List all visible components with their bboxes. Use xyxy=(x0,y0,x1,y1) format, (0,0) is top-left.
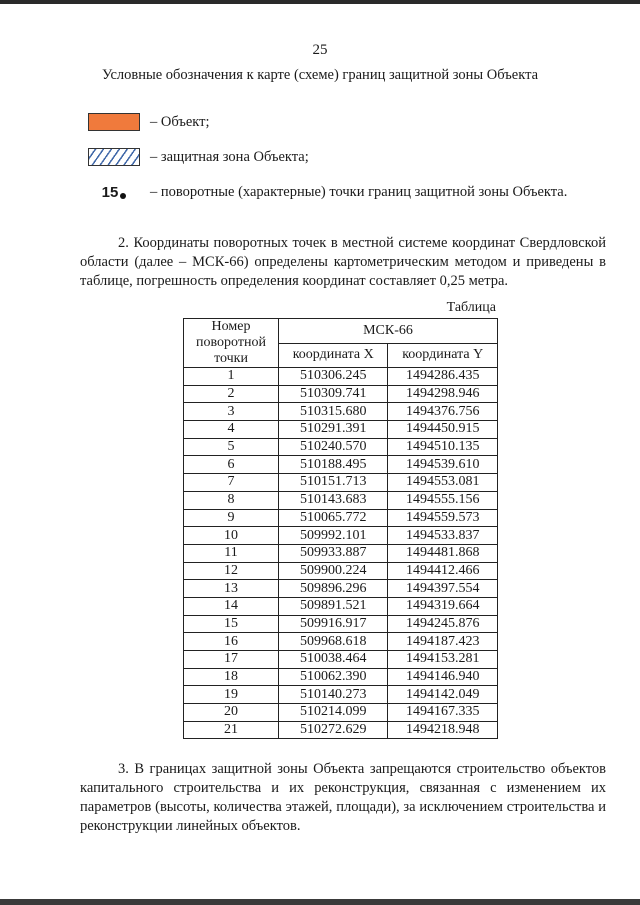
cell-y: 1494218.948 xyxy=(388,721,498,739)
cell-x: 510140.273 xyxy=(279,686,388,704)
cell-x: 509916.917 xyxy=(279,615,388,633)
cell-y: 1494533.837 xyxy=(388,527,498,545)
table-row xyxy=(184,686,498,704)
point-dot-icon xyxy=(120,193,126,199)
header-x: координата X xyxy=(279,343,388,368)
turning-point-icon xyxy=(88,184,140,201)
legend-item-turning-points xyxy=(88,181,567,203)
cell-x: 510291.391 xyxy=(279,421,388,439)
point-sample-label: 15 xyxy=(101,183,119,201)
cell-point-number: 10 xyxy=(184,527,279,545)
table-row xyxy=(184,456,498,474)
cell-y: 1494286.435 xyxy=(388,368,498,386)
cell-y: 1494559.573 xyxy=(388,509,498,527)
cell-y: 1494298.946 xyxy=(388,385,498,403)
cell-y: 1494245.876 xyxy=(388,615,498,633)
cell-point-number: 4 xyxy=(184,421,279,439)
cell-y: 1494167.335 xyxy=(388,704,498,722)
cell-x: 510038.464 xyxy=(279,651,388,669)
cell-y: 1494553.081 xyxy=(388,474,498,492)
cell-point-number: 17 xyxy=(184,651,279,669)
table-row xyxy=(184,403,498,421)
cell-x: 510188.495 xyxy=(279,456,388,474)
table-row xyxy=(184,474,498,492)
header-coordinate-system: МСК-66 xyxy=(279,319,498,344)
legend-title: Условные обозначения к карте (схеме) границ защитной зоны Объекта xyxy=(101,67,539,83)
cell-y: 1494412.466 xyxy=(388,562,498,580)
cell-point-number: 15 xyxy=(184,615,279,633)
cell-x: 509891.521 xyxy=(279,597,388,615)
cell-point-number: 9 xyxy=(184,509,279,527)
cell-y: 1494539.610 xyxy=(388,456,498,474)
coordinates-table xyxy=(183,318,498,739)
object-swatch-icon xyxy=(88,113,140,131)
cell-y: 1494319.664 xyxy=(388,597,498,615)
legend-item-label: – поворотные (характерные) точки границ защитной зоны Объекта. xyxy=(150,183,568,200)
table-label: Таблица xyxy=(446,300,496,315)
paragraph-restrictions xyxy=(80,760,606,836)
table-row xyxy=(184,580,498,598)
table-row xyxy=(184,597,498,615)
table-body xyxy=(184,368,498,739)
cell-point-number: 14 xyxy=(184,597,279,615)
cell-point-number: 16 xyxy=(184,633,279,651)
table-row xyxy=(184,721,498,739)
table-row xyxy=(184,668,498,686)
page-number: 25 xyxy=(312,42,328,58)
cell-x: 510272.629 xyxy=(279,721,388,739)
cell-point-number: 8 xyxy=(184,491,279,509)
paragraph-coordinates xyxy=(80,234,606,291)
table-row xyxy=(184,368,498,386)
header-point-number: Номер поворотной точки xyxy=(184,319,279,368)
cell-x: 510214.099 xyxy=(279,704,388,722)
cell-x: 509968.618 xyxy=(279,633,388,651)
cell-x: 510062.390 xyxy=(279,668,388,686)
cell-x: 509933.887 xyxy=(279,544,388,562)
cell-point-number: 20 xyxy=(184,704,279,722)
table-row xyxy=(184,509,498,527)
legend-item-object xyxy=(88,111,210,133)
cell-y: 1494142.049 xyxy=(388,686,498,704)
cell-x: 510065.772 xyxy=(279,509,388,527)
cell-x: 510306.245 xyxy=(279,368,388,386)
scan-bottom-edge xyxy=(0,899,640,905)
cell-x: 510240.570 xyxy=(279,438,388,456)
table-row xyxy=(184,385,498,403)
cell-x: 510309.741 xyxy=(279,385,388,403)
cell-x: 509896.296 xyxy=(279,580,388,598)
cell-y: 1494153.281 xyxy=(388,651,498,669)
table-row xyxy=(184,527,498,545)
hatched-zone-swatch-icon xyxy=(88,148,140,166)
cell-point-number: 12 xyxy=(184,562,279,580)
cell-point-number: 7 xyxy=(184,474,279,492)
legend-item-label: – Объект; xyxy=(150,113,210,130)
cell-x: 510151.713 xyxy=(279,474,388,492)
table-row xyxy=(184,544,498,562)
paragraph-text: 3. В границах защитной зоны Объекта запрещаются строительство объектов капитального строительства и их реконструкция, связанная с изменением их параметров (высоты, количества этажей, площади), за исключением строительства и реконструкции линейных объектов. xyxy=(80,761,606,834)
table-row xyxy=(184,421,498,439)
table-row xyxy=(184,562,498,580)
table-row xyxy=(184,651,498,669)
cell-point-number: 6 xyxy=(184,456,279,474)
cell-y: 1494187.423 xyxy=(388,633,498,651)
cell-x: 510315.680 xyxy=(279,403,388,421)
legend-item-protection-zone xyxy=(88,146,309,168)
cell-y: 1494510.135 xyxy=(388,438,498,456)
cell-y: 1494376.756 xyxy=(388,403,498,421)
table-row xyxy=(184,491,498,509)
cell-x: 509992.101 xyxy=(279,527,388,545)
cell-point-number: 5 xyxy=(184,438,279,456)
header-y: координата Y xyxy=(388,343,498,368)
paragraph-text: 2. Координаты поворотных точек в местной системе координат Свердловской области (далее – МСК-66) определены картометрическим методом и приведены в таблице, погрешность определения координат составляет 0,25 метра. xyxy=(80,235,606,289)
cell-point-number: 13 xyxy=(184,580,279,598)
cell-point-number: 2 xyxy=(184,385,279,403)
cell-point-number: 18 xyxy=(184,668,279,686)
cell-y: 1494450.915 xyxy=(388,421,498,439)
cell-y: 1494555.156 xyxy=(388,491,498,509)
cell-point-number: 19 xyxy=(184,686,279,704)
cell-y: 1494481.868 xyxy=(388,544,498,562)
table-row xyxy=(184,615,498,633)
table-row xyxy=(184,704,498,722)
table-row xyxy=(184,438,498,456)
cell-point-number: 11 xyxy=(184,544,279,562)
cell-point-number: 1 xyxy=(184,368,279,386)
cell-y: 1494146.940 xyxy=(388,668,498,686)
cell-point-number: 21 xyxy=(184,721,279,739)
cell-x: 510143.683 xyxy=(279,491,388,509)
cell-y: 1494397.554 xyxy=(388,580,498,598)
cell-x: 509900.224 xyxy=(279,562,388,580)
cell-point-number: 3 xyxy=(184,403,279,421)
legend-item-label: – защитная зона Объекта; xyxy=(150,148,309,165)
table-row xyxy=(184,633,498,651)
scan-top-edge xyxy=(0,0,640,4)
